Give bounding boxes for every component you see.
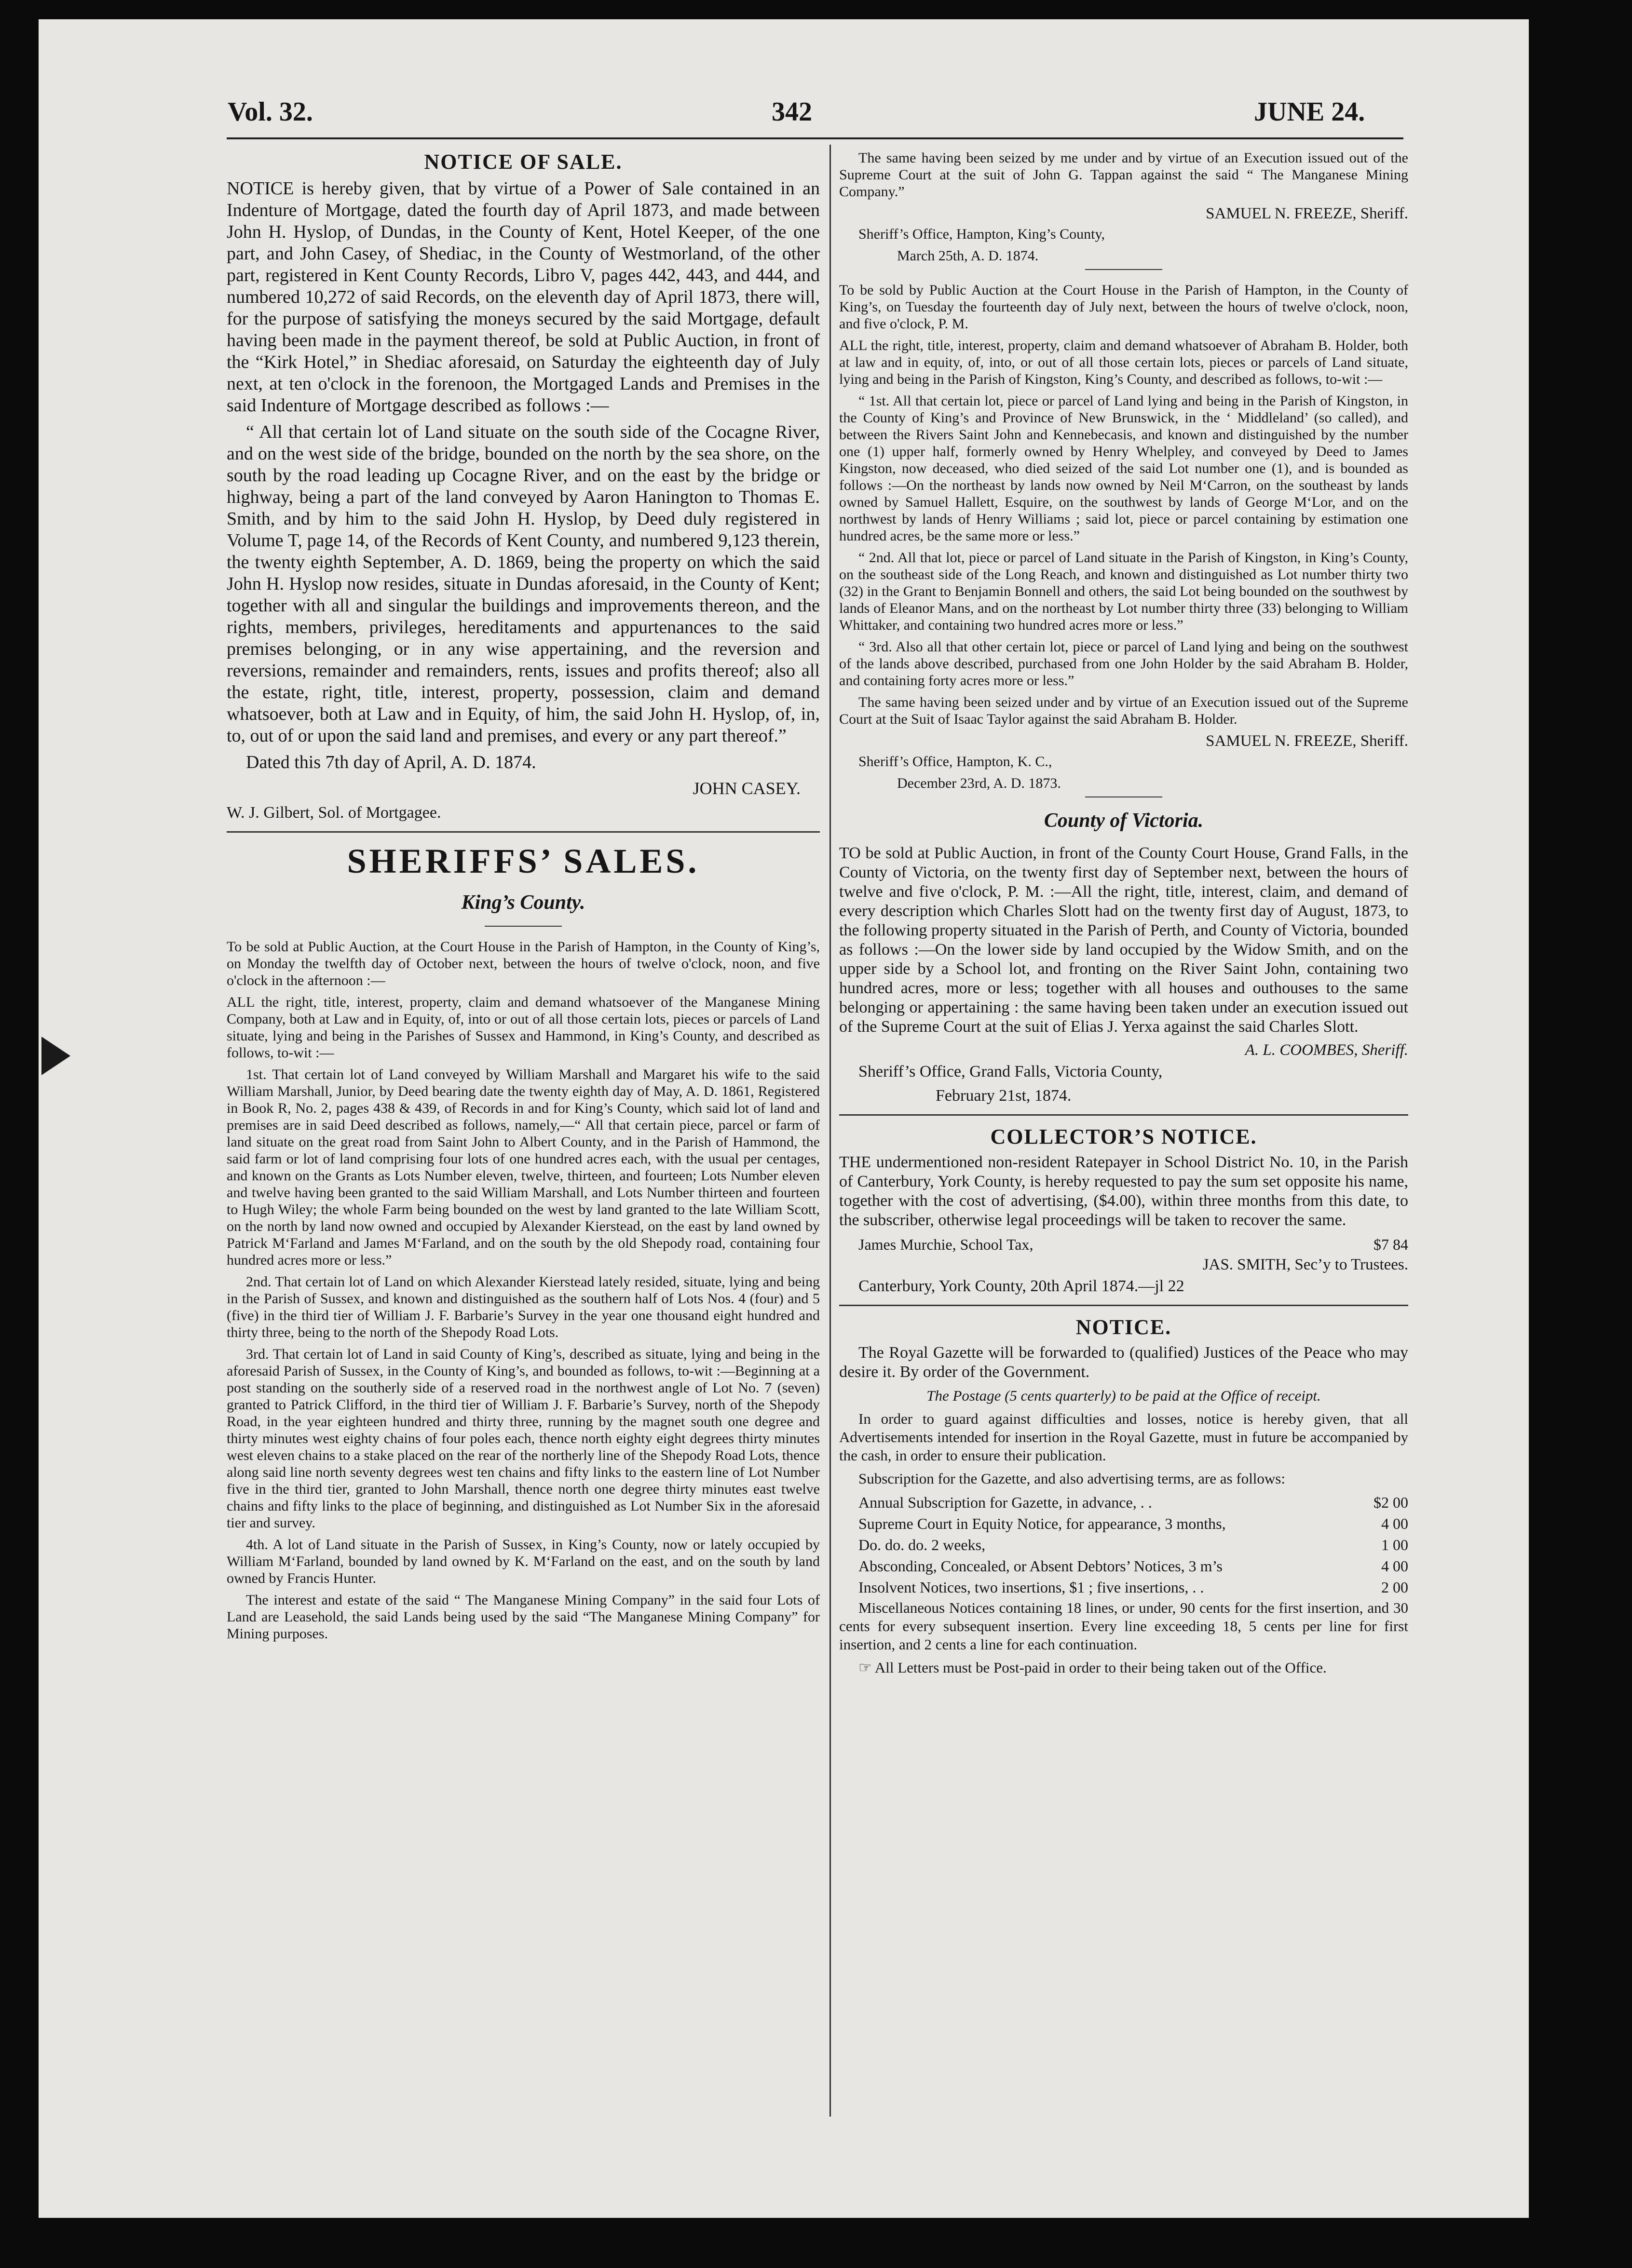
notice-of-sale-body: NOTICE is hereby given, that by virtue of a Power of Sale contained in an Indenture of Mortgage, dated the fourth day of April 1873, and made between John H. Hyslop, of Dundas, in the County of Kent, Hotel Keeper, of the one part, and John Casey, of Shediac, in the County of Westmorland, of the other part, registered in Kent County Records, Libro V, pages 442, 443, and 444, and numbered 10,272 of said Records, on the eleventh day of April 1873, there will, for the purpose of satisfying the moneys secured by the said Mortgage, default having been made in the payment thereof, be sold at Public Auction, in front of the “Kirk Hotel,” in Shediac aforesaid, on Saturday the eighteenth day of July next, at ten o'clock in the forenoon, the Mortgaged Lands and Premises in the said Indenture of Mortgage described as follows :— xyxy=(227,178,820,416)
collector-place: Canterbury, York County, 20th April 1874.—jl 22 xyxy=(858,1277,1184,1295)
short-rule xyxy=(1085,269,1162,270)
kingston-intro: To be sold by Public Auction at the Court House in the Parish of Hampton, in the County of King’s, on Tuesday the fourteenth day of July next, between the hours of twelve o'clock, noon, and five o'clock, P. M. xyxy=(839,282,1408,332)
victoria-body: TO be sold at Public Auction, in front of the County Court House, Grand Falls, in the County of Victoria, on the twenty first day of September next, between the hours of twelve and five o'clock, P. M. :—All the right, title, interest, claim, and demand of every description which Charles Slott had on the twenty first day of August, 1873, to the following property situated in the Parish of Perth, and County of Victoria, bounded as follows :—On the lower side by land occupied by the Widow Smith, and on the upper side by a School lot, and fronting on the River Saint John, containing two hundred acres, more or less; together with all houses and outhouses to the same belonging or appertaining : the same having been taken under an execution issued out of the Supreme Court at the suit of Elias J. Yerxa against the said Charles Slott. xyxy=(839,844,1408,1036)
notice-advert: In order to guard against difficulties and losses, notice is hereby given, that all Advertisements intended for insertion in the Royal Gazette, must in future be accompanied by the cash, in order to ensure their publication. xyxy=(839,1410,1408,1464)
victoria-title: County of Victoria. xyxy=(1044,810,1204,832)
kings-all: ALL the right, title, interest, property, claim and demand whatsoever of the Manganese Mining Company, both at Law and in Equity, of, into or out of all those certain lots, pieces or parcels of Land situate, lying and being in the Parishes of Sussex and Hammond, in King’s County, and described as follows, to-wit :— xyxy=(227,994,820,1061)
victoria-date: February 21st, 1874. xyxy=(936,1087,1072,1105)
newspaper-page xyxy=(39,19,1529,2218)
notice-signer: JOHN CASEY. xyxy=(693,779,801,798)
rate-row xyxy=(858,1578,1408,1597)
notice-solicitor: W. J. Gilbert, Sol. of Mortgagee. xyxy=(227,804,441,822)
rate-price: 2 00 xyxy=(1381,1579,1408,1596)
left-column xyxy=(227,149,820,2117)
notice-of-sale-quote: “ All that certain lot of Land situate on the south side of the Cocagne River, and on the west side of the bridge, bounded on the north by the sea shore, on the south by the road leading up Cocagne River, and on the east by the bridge or highway, being a part of the land conveyed by Aaron Hanington to Thomas E. Smith, and by him to the said John H. Hyslop, by Deed duly registered in Volume T, page 14, of the Records of Kent County, and numbered 9,123 therein, the twenty eighth September, A. D. 1869, being the property on which the said John H. Hyslop now resides, situate in Dundas aforesaid, in the County of Kent; together with all and singular the buildings and improvements thereon, and the rights, members, privileges, hereditaments and appurtenances to the said premises belonging, or in any wise appertaining, and the reversion and reversions, remainder and remainders, rents, issues and profits thereof; also all the estate, right, title, interest, property, possession, claim and demand whatsoever, both at Law and in Equity, of him, the said John H. Hyslop, of, in, to, out of or upon the said land and premises, and every or any part thereof.” xyxy=(227,422,820,746)
page-number: 342 xyxy=(772,97,812,127)
section-rule xyxy=(839,1305,1408,1306)
collector-title: COLLECTOR’S NOTICE. xyxy=(990,1125,1257,1148)
rate-label: Do. do. do. 2 weeks, xyxy=(858,1536,986,1553)
notice-of-sale-title: NOTICE OF SALE. xyxy=(424,150,623,174)
kingston-all: ALL the right, title, interest, property, claim and demand whatsoever of Abraham B. Holder, both at law and in equity, of, into, or out of all those certain lots, pieces or parcels of Land situate, lying and being in the Parish of Kingston, King’s County, and described as follows, to-wit :— xyxy=(839,338,1408,387)
sheriffs-sales-title: SHERIFFS’ SALES. xyxy=(347,842,700,880)
rate-row xyxy=(858,1556,1408,1576)
issue-date: JUNE 24. xyxy=(1254,97,1365,127)
continuation-signer: SAMUEL N. FREEZE, Sheriff. xyxy=(1206,205,1408,222)
rate-row xyxy=(858,1535,1408,1554)
collector-item: James Murchie, School Tax, xyxy=(858,1236,1034,1253)
rate-row xyxy=(858,1493,1408,1512)
kings-lot-1: 1st. That certain lot of Land conveyed by William Marshall and Margaret his wife to the said William Marshall, Junior, by Deed bearing date the twenty eighth day of May, A. D. 1861, Registered in Book R, No. 2, pages 438 & 439, of Records in and for King’s County, which said lot of land and premises are in said Deed described as follows, namely,—“ All that certain piece, parcel or farm of land situate on the great road from Saint John to Albert County, and in the Parish of Hammond, the said farm or lot of land comprising four lots of one hundred acres each, with the usual per centages, and known on the Grants as Lots Number eleven, twelve, thirteen, and fourteen; Lots Number eleven and twelve having been granted to the said William Marshall, and Lots Number thirteen and fourteen to Hugh Wiley; the whole Farm being bounded on the west by land granted to the late William Scott, on the north by land now owned and occupied by Alexander Kierstead, on the east by land owned by Patrick M‘Farland and James M‘Farland, and on the south by the old Shepody road, containing four hundred acres more or less.” xyxy=(227,1066,820,1268)
kings-lot-3: 3rd. That certain lot of Land in said County of King’s, described as situate, lying and being in the aforesaid Parish of Sussex, in the County of King’s, and bounded as follows, to-wit :—Beginning at a post standing on the southerly side of a reserved road in the northwest angle of Lot No. 7 (seven) granted to Patrick Clifford, in the third tier of William J. F. Barbarie’s Survey, north of the Shepody Road, in the year eighteen hundred and thirty three, running by the magnet south one degree and thirty minutes west eighty chains of four poles each, thence north eighty eight degrees thirty minutes west eleven chains to a stake placed on the rear of the northerly line of the Shepody Road Lots, thence along said line north seventy degrees west ten chains and fifty links to the eastern line of Lot Number five in the third tier, granted to John Marshall, thence north one degree thirty minutes east twelve chains and fifty links to the place of beginning, and distinguished as Lot Number Six in the aforesaid tier and survey. xyxy=(227,1346,820,1531)
rate-label: Absconding, Concealed, or Absent Debtors’ Notices, 3 m’s xyxy=(858,1557,1223,1575)
notice-title: NOTICE. xyxy=(1075,1315,1172,1339)
margin-arrow-icon xyxy=(41,1037,70,1075)
rate-row xyxy=(858,1514,1408,1533)
kings-intro: To be sold at Public Auction, at the Court House in the Parish of Hampton, in the County of King’s, on Monday the twelfth day of October next, between the hours of twelve o'clock, noon, and five o'clock in the afternoon :— xyxy=(227,939,820,988)
victoria-signer: A. L. COOMBES, Sheriff. xyxy=(1245,1041,1408,1059)
column-divider xyxy=(830,145,831,2117)
collector-body: THE undermentioned non-resident Ratepayer in School District No. 10, in the Parish of Canterbury, York County, is hereby requested to pay the sum set opposite his name, together with the cost of advertising, ($4.00), within three months from this date, to the subscriber, otherwise legal proceedings will be taken to recover the same. xyxy=(839,1153,1408,1229)
kings-county-title: King’s County. xyxy=(461,891,585,914)
kings-lot-interest: The interest and estate of the said “ The Manganese Mining Company” in the said four Lots of Land are Leasehold, the said Lands being used by the said “The Manganese Mining Company” for Mining purposes. xyxy=(227,1592,820,1642)
rate-label: Supreme Court in Equity Notice, for appearance, 3 months, xyxy=(858,1515,1226,1532)
kings-lot-4: 4th. A lot of Land situate in the Parish of Sussex, in King’s County, now or lately occupied by William M‘Farland, bounded by land owned by K. M‘Farland on the east, and on the south by land owned by Francis Hunter. xyxy=(227,1537,820,1586)
kings-lot-2: 2nd. That certain lot of Land on which Alexander Kierstead lately resided, situate, lying and being in the Parish of Sussex, and known and distinguished as the southern half of Lots Nos. 4 (four) and 5 (five) in the third tier of William J. F. Barbarie’s Survey in the year one thousand eight hundred and thirty three, being to the north of the Shepody Road Lots. xyxy=(227,1274,820,1340)
notice-letters: ☞ All Letters must be Post-paid in order to their being taken out of the Office. xyxy=(858,1659,1327,1676)
rate-label: Insolvent Notices, two insertions, $1 ; five insertions, . . xyxy=(858,1579,1204,1596)
kingston-lot-2: “ 2nd. All that lot, piece or parcel of Land situate in the Parish of Kingston, in King’s County, on the southeast side of the Long Reach, and known and distinguished as Lot number thirty two (32) in the Grant to Benjamin Bonnell and others, the said Lot being bounded on the southwest by lands of Eleanor Mans, and on the northeast by Lot number thirty three (33) belonging to William Whittaker, and containing two hundred acres more or less.” xyxy=(839,550,1408,633)
collector-row xyxy=(858,1235,1408,1254)
rate-price: 1 00 xyxy=(1381,1536,1408,1553)
kingston-seized: The same having been seized under and by virtue of an Execution issued out of the Supreme Court at the Suit of Isaac Taylor against the said Abraham B. Holder. xyxy=(839,694,1408,727)
collector-amount: $7 84 xyxy=(1374,1236,1408,1253)
section-rule xyxy=(839,1114,1408,1116)
rate-price: $2 00 xyxy=(1374,1494,1408,1511)
short-rule xyxy=(1085,796,1162,797)
right-column xyxy=(839,149,1408,2117)
short-rule xyxy=(485,926,562,927)
section-rule xyxy=(227,831,820,833)
rate-price: 4 00 xyxy=(1381,1515,1408,1532)
notice-gazette: The Royal Gazette will be forwarded to (qualified) Justices of the Peace who may desire it. By order of the Government. xyxy=(839,1344,1408,1381)
victoria-office: Sheriff’s Office, Grand Falls, Victoria County, xyxy=(858,1063,1163,1080)
collector-signer: JAS. SMITH, Sec’y to Trustees. xyxy=(1202,1256,1408,1273)
continuation-text: The same having been seized by me under and by virtue of an Execution issued out of the Supreme Court at the suit of John G. Tappan against the said “ The Manganese Mining Company.” xyxy=(839,150,1408,200)
header-rule xyxy=(227,137,1403,139)
kingston-date: December 23rd, A. D. 1873. xyxy=(897,775,1061,791)
notice-postage: The Postage (5 cents quarterly) to be paid at the Office of receipt. xyxy=(926,1387,1321,1404)
kingston-signer: SAMUEL N. FREEZE, Sheriff. xyxy=(1206,732,1408,750)
kingston-office: Sheriff’s Office, Hampton, K. C., xyxy=(858,754,1052,770)
rate-label: Annual Subscription for Gazette, in advance, . . xyxy=(858,1494,1152,1511)
continuation-office: Sheriff’s Office, Hampton, King’s County, xyxy=(858,226,1105,242)
notice-misc: Miscellaneous Notices containing 18 lines, or under, 90 cents for the first insertion, and 30 cents for every subsequent insertion. Every line exceeding 18, 5 cents per line for first insertion, and 2 cents a line for each continuation. xyxy=(839,1599,1408,1653)
rate-price: 4 00 xyxy=(1381,1557,1408,1575)
notice-terms: Subscription for the Gazette, and also advertising terms, are as follows: xyxy=(858,1470,1285,1487)
notice-dated: Dated this 7th day of April, A. D. 1874. xyxy=(246,752,536,772)
kingston-lot-1: “ 1st. All that certain lot, piece or parcel of Land lying and being in the Parish of Kingston, in the County of King’s and Province of New Brunswick, in the ‘ Middleland’ (so called), and between the Rivers Saint John and Kennebecasis, and known and distinguished by the number one (1) upper half, formerly owned by Henry Whelpley, and conveyed by Deed to James Kingston, now deceased, who died seized of the said Lot number one (1), and is bounded as follows :—On the northeast by lands now owned by Neil M‘Carron, on the southeast by lands owned by Samuel Hallett, Esquire, on the southwest by lands of George M‘Lor, and on the northwest by lands of Henry Williams ; said lot, piece or parcel containing by estimation one hundred acres, be the same more or less.” xyxy=(839,393,1408,544)
kingston-lot-3: “ 3rd. Also all that other certain lot, piece or parcel of Land lying and being on the southwest of the lands above described, purchased from one John Holder by the said Abraham B. Holder, and containing forty acres more or less.” xyxy=(839,639,1408,688)
volume-label: Vol. 32. xyxy=(228,97,313,127)
continuation-date: March 25th, A. D. 1874. xyxy=(897,248,1039,264)
